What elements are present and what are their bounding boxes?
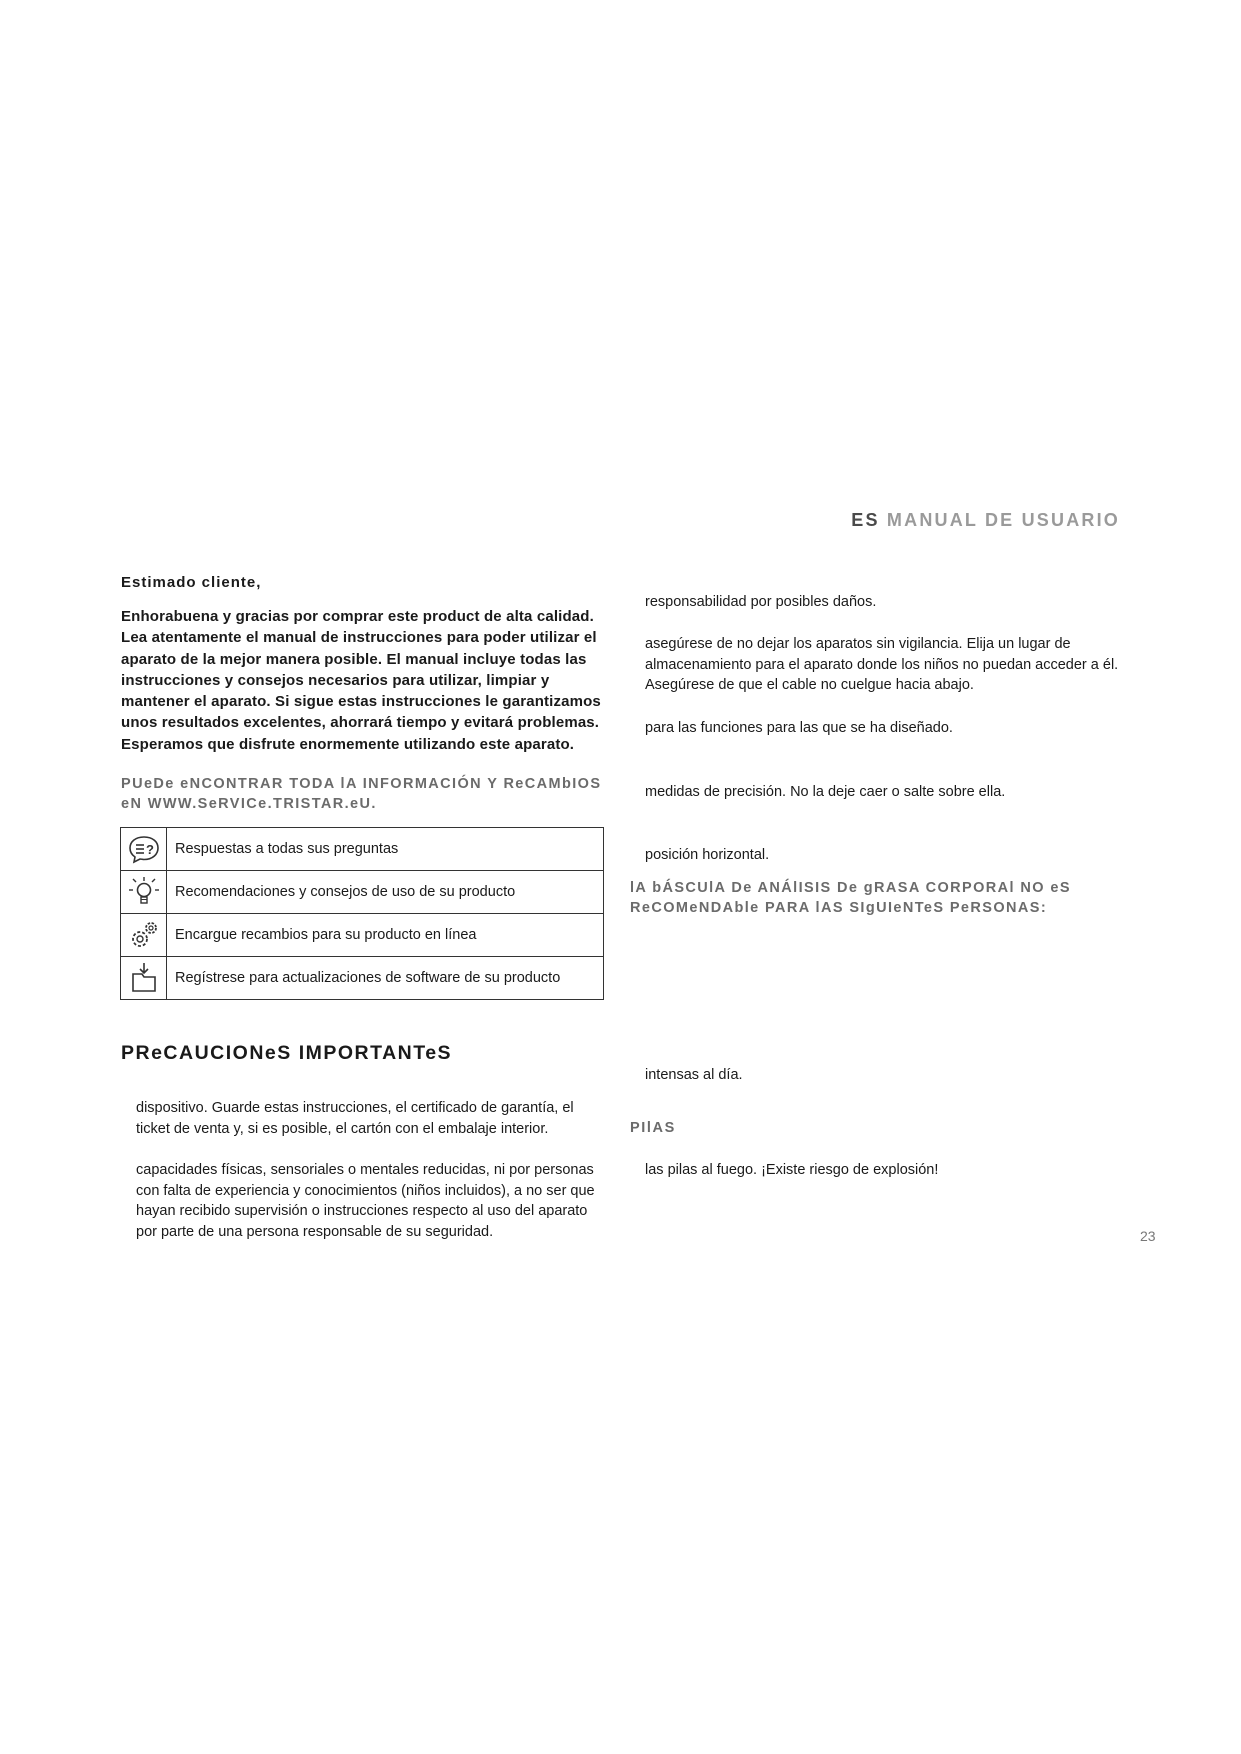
lightbulb-icon [121, 871, 167, 913]
download-folder-icon [121, 957, 167, 999]
batteries-heading: PIlAS [630, 1120, 676, 1136]
table-row-text: Recomendaciones y consejos de uso de su producto [175, 884, 516, 900]
page-header [760, 510, 1120, 531]
paragraph: dispositivo. Guarde estas instrucciones, el certificado de garantía, el ticket de venta y, si es posible, el cartón con el embalaje interior. [136, 1100, 574, 1137]
paragraph: capacidades físicas, sensoriales o mentales reducidas, ni por personas con falta de experiencia y conocimientos (niños incluidos), a no ser que hayan recibido supervisión o instrucciones respecto al uso del aparato por parte de una persona responsable de su seguridad. [136, 1162, 595, 1240]
warning-heading: lA bÁSCUlA De ANÁlISIS De gRASA CORPORAl NO eS ReCOMeNDAble PARA lAS SIgUIeNTeS PeRSONAS: [630, 880, 1071, 916]
table-row-text: Regístrese para actualizaciones de software de su producto [175, 970, 561, 986]
paragraph: las pilas al fuego. ¡Existe riesgo de explosión! [645, 1162, 939, 1178]
paragraph: responsabilidad por posibles daños. [645, 594, 877, 610]
language-code: ES [851, 510, 880, 530]
intro-paragraph: Enhorabuena y gracias por comprar este product de alta calidad. Lea atentamente el manual de instrucciones para poder utilizar el aparato de la mejor manera posible. El manual incluye todas las instrucciones y consejos necesarios para utilizar, limpiar y mantener el aparato. Si sigue estas instrucciones le garantizamos unos resultados excelentes, ahorrará tiempo y evitará problemas. Esperamos que disfrute enormemente utilizando este aparato. [121, 608, 601, 753]
gears-icon [121, 914, 167, 956]
paragraph: para las funciones para las que se ha diseñado. [645, 720, 953, 736]
table-row-text: Encargue recambios para su producto en línea [175, 927, 477, 943]
paragraph: asegúrese de no dejar los aparatos sin vigilancia. Elija un lugar de almacenamiento para el aparato donde los niños no puedan acceder a él. Asegúrese de que el cable no cuelgue hacia abajo. [645, 636, 1119, 693]
service-info-table [120, 827, 604, 1000]
manual-title: MANUAL DE USUARIO [886, 510, 1120, 530]
service-website-note: PUeDe eNCONTRAR TODA lA INFORMACIÓN Y ReCAMbIOS eN WWW.SeRVICe.TRISTAR.eU. [121, 776, 602, 812]
table-row [121, 828, 603, 871]
page-number: 23 [1140, 1228, 1156, 1244]
svg-text:?: ? [145, 842, 154, 857]
table-row-text: Respuestas a todas sus preguntas [175, 841, 399, 857]
paragraph: intensas al día. [645, 1067, 743, 1083]
table-row [121, 871, 603, 914]
paragraph: medidas de precisión. No la deje caer o salte sobre ella. [645, 784, 1006, 800]
greeting: Estimado cliente, [121, 574, 262, 591]
table-row [121, 914, 603, 957]
question-bubble-icon [121, 828, 167, 870]
paragraph: posición horizontal. [645, 847, 770, 863]
table-row [121, 957, 603, 999]
section-title: PReCAUCIONeS IMPORTANTeS [121, 1042, 453, 1064]
